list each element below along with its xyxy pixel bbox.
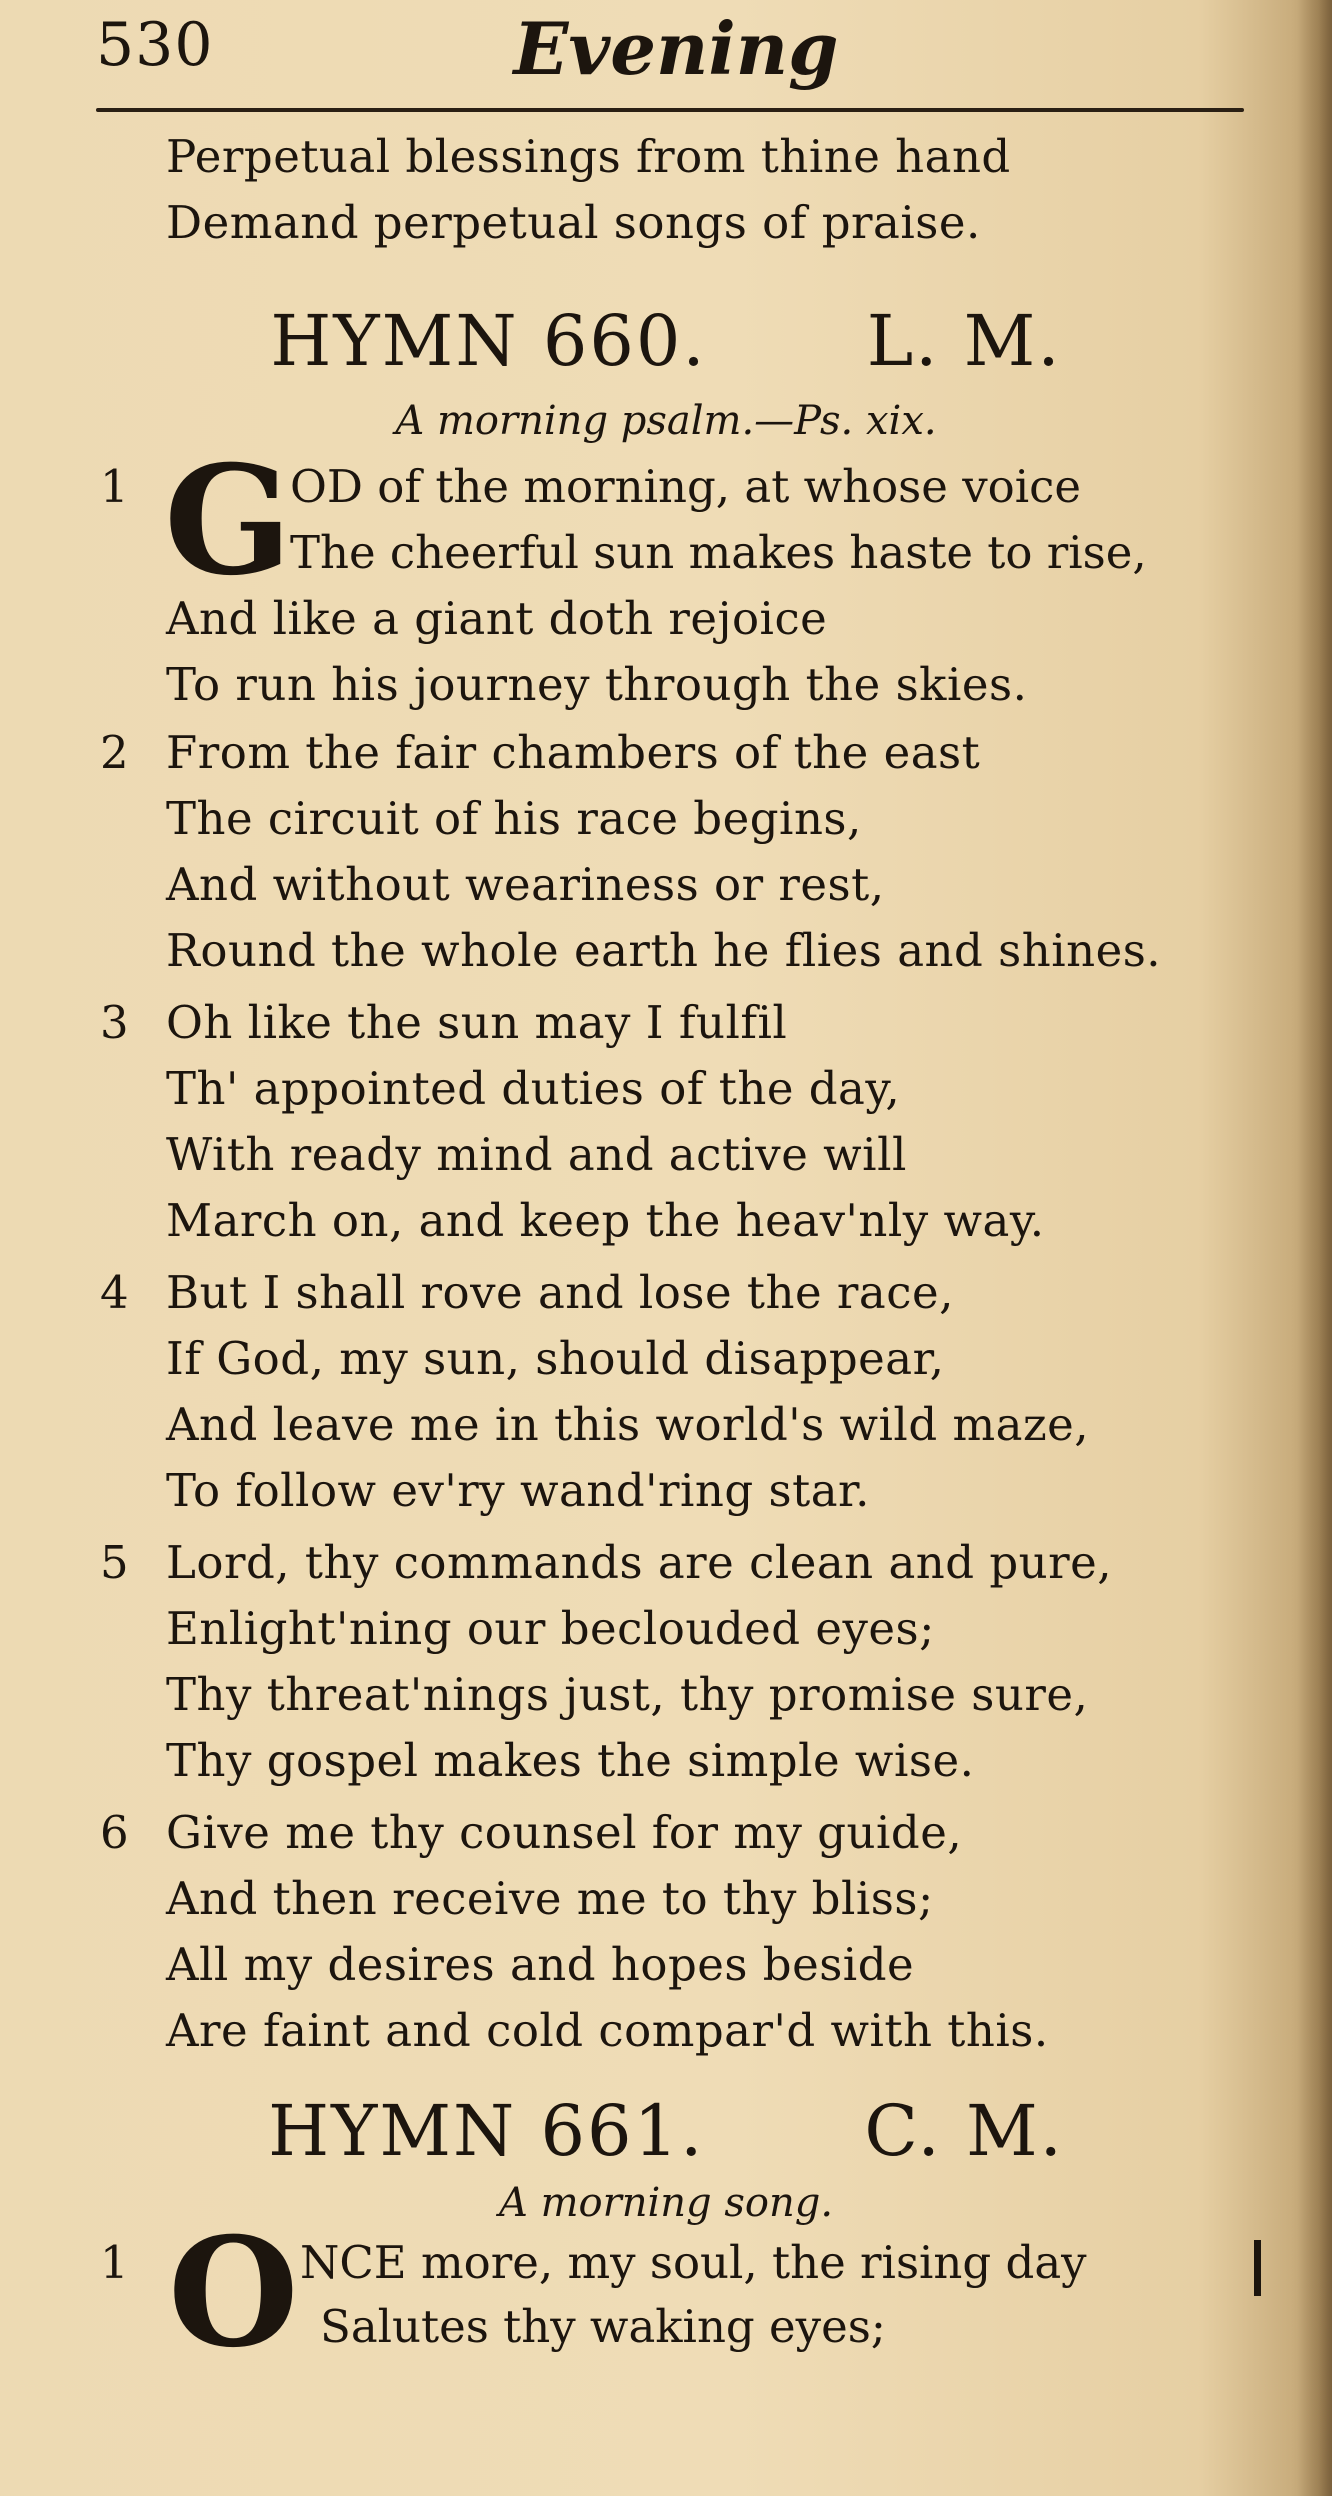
verse-line: OD of the morning, at whose voice	[290, 460, 1081, 513]
verse-line: March on, and keep the heav'nly way.	[166, 1194, 1045, 1247]
verse-number: 1	[100, 460, 129, 513]
verse-line: Thy gospel makes the simple wise.	[166, 1734, 975, 1787]
verse-number: 3	[100, 996, 129, 1049]
verse-number: 1	[100, 2236, 129, 2289]
header-rule	[96, 108, 1244, 112]
verse-line: And like a giant doth rejoice	[166, 592, 828, 645]
verse-number: 4	[100, 1266, 129, 1319]
verse-line: All my desires and hopes beside	[166, 1938, 915, 1991]
verse-line: To follow ev'ry wand'ring star.	[166, 1464, 870, 1517]
drop-cap: O	[168, 2205, 299, 2381]
verse-line: To run his journey through the skies.	[166, 658, 1028, 711]
verse-line: The circuit of his race begins,	[166, 792, 862, 845]
verse-line: NCE more, my soul, the rising day	[300, 2236, 1087, 2289]
verse-line: Oh like the sun may I fulfil	[166, 996, 788, 1049]
verse-line: And then receive me to thy bliss;	[166, 1872, 934, 1925]
verse-line: Are faint and cold compar'd with this.	[166, 2004, 1049, 2057]
hymn-660-heading	[0, 300, 1332, 382]
verse-line: Round the whole earth he flies and shines.	[166, 924, 1162, 977]
verse-line: Salutes thy waking eyes;	[320, 2300, 886, 2353]
hymn-meter: L. M.	[866, 300, 1062, 382]
verse-line: Give me thy counsel for my guide,	[166, 1806, 963, 1859]
verse-line: Th' appointed duties of the day,	[166, 1062, 901, 1115]
hymn-661-subtitle: A morning song.	[498, 2180, 834, 2226]
verse-line: But I shall rove and lose the race,	[166, 1266, 954, 1319]
verse-line: With ready mind and active will	[166, 1128, 907, 1181]
hymn-number: HYMN 660.	[270, 300, 707, 382]
verse-line: Thy threat'nings just, thy promise sure,	[166, 1668, 1089, 1721]
verse-line: The cheerful sun makes haste to rise,	[290, 526, 1147, 579]
hymn-meter: C. M.	[864, 2090, 1064, 2172]
hymn-661-heading	[0, 2090, 1332, 2172]
continuation-line: Perpetual blessings from thine hand	[166, 130, 1011, 183]
drop-cap: G	[164, 433, 293, 609]
verse-number: 5	[100, 1536, 129, 1589]
verse-line: And without weariness or rest,	[166, 858, 885, 911]
margin-mark	[1254, 2240, 1261, 2296]
verse-number: 2	[100, 726, 129, 779]
hymn-660-subtitle: A morning psalm.—Ps. xix.	[395, 398, 937, 444]
page-number: 530	[96, 10, 214, 80]
hymn-number: HYMN 661.	[268, 2090, 705, 2172]
verse-line: And leave me in this world's wild maze,	[166, 1398, 1090, 1451]
verse-number: 6	[100, 1806, 129, 1859]
verse-line: If God, my sun, should disappear,	[166, 1332, 945, 1385]
continuation-line: Demand perpetual songs of praise.	[166, 196, 981, 249]
verse-line: From the fair chambers of the east	[166, 726, 981, 779]
verse-line: Enlight'ning our beclouded eyes;	[166, 1602, 935, 1655]
verse-line: Lord, thy commands are clean and pure,	[166, 1536, 1113, 1589]
section-title: Evening	[513, 6, 839, 91]
